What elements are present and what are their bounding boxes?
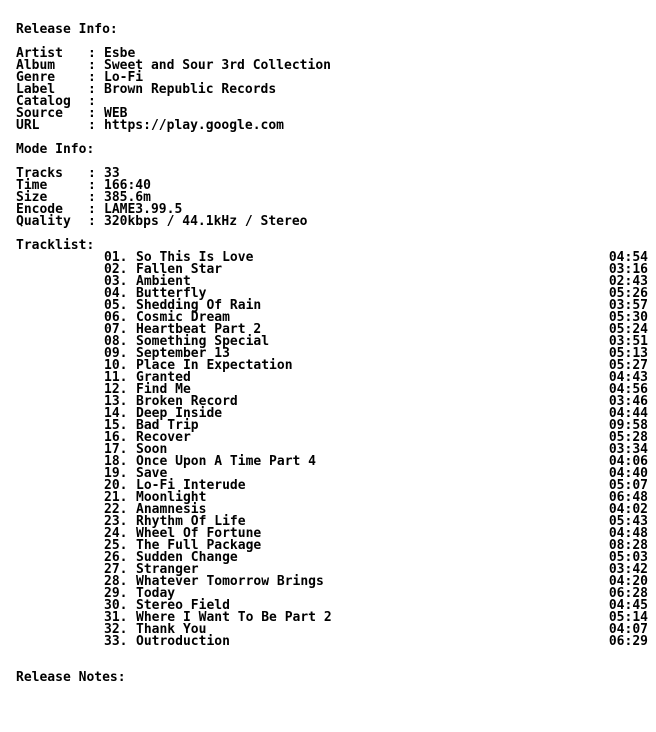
field-separator: : bbox=[88, 94, 96, 109]
track-title: Butterfly bbox=[136, 286, 207, 301]
track-number: 16. bbox=[104, 430, 128, 445]
track-number: 31. bbox=[104, 610, 128, 625]
track-title: Whatever Tomorrow Brings bbox=[136, 574, 324, 589]
field-quality bbox=[16, 216, 648, 228]
track-duration: 05:28 bbox=[608, 430, 648, 445]
track-number: 17. bbox=[104, 442, 128, 457]
track-number: 29. bbox=[104, 586, 128, 601]
field-key: Genre bbox=[16, 70, 56, 85]
field-value: https://play.google.com bbox=[104, 118, 285, 133]
track-number: 14. bbox=[104, 406, 128, 421]
track-duration: 05:07 bbox=[608, 478, 648, 493]
field-value: Esbe bbox=[104, 46, 136, 61]
track-duration: 04:56 bbox=[608, 382, 648, 397]
track-number: 21. bbox=[104, 490, 128, 505]
track-duration: 03:51 bbox=[608, 334, 648, 349]
track-title: Once Upon A Time Part 4 bbox=[136, 454, 317, 469]
release-notes-heading: Release Notes: bbox=[16, 670, 126, 685]
track-duration: 06:28 bbox=[608, 586, 648, 601]
field-value bbox=[104, 96, 648, 108]
field-separator: : bbox=[88, 82, 96, 97]
mode-info-section bbox=[16, 168, 648, 228]
track-number: 33. bbox=[104, 634, 128, 649]
release-info-heading: Release Info: bbox=[16, 22, 118, 37]
tracklist-heading: Tracklist: bbox=[16, 238, 95, 253]
track-duration: 06:29 bbox=[608, 634, 648, 649]
track-number: 23. bbox=[104, 514, 128, 529]
field-key: Time bbox=[16, 178, 48, 193]
track-number: 11. bbox=[104, 370, 128, 385]
track-duration: 04:20 bbox=[608, 574, 648, 589]
track-duration: 03:42 bbox=[608, 562, 648, 577]
track-duration: 04:48 bbox=[608, 526, 648, 541]
track-title: Heartbeat Part 2 bbox=[136, 322, 262, 337]
field-key: Tracks bbox=[16, 166, 63, 181]
track-title: Stereo Field bbox=[136, 598, 230, 613]
track-duration: 04:06 bbox=[608, 454, 648, 469]
track-number: 20. bbox=[104, 478, 128, 493]
track-number: 08. bbox=[104, 334, 128, 349]
track-title: Save bbox=[136, 466, 168, 481]
field-value: LAME3.99.5 bbox=[104, 202, 183, 217]
track-number: 10. bbox=[104, 358, 128, 373]
field-key: Quality bbox=[16, 214, 71, 229]
track-title: Fallen Star bbox=[136, 262, 223, 277]
track-number: 22. bbox=[104, 502, 128, 517]
track-number: 32. bbox=[104, 622, 128, 637]
field-key: Label bbox=[16, 82, 56, 97]
track-number: 27. bbox=[104, 562, 128, 577]
track-number: 02. bbox=[104, 262, 128, 277]
field-separator: : bbox=[88, 190, 96, 205]
field-key: Album bbox=[16, 58, 56, 73]
track-title: Lo-Fi Interude bbox=[136, 478, 246, 493]
field-key: Catalog bbox=[16, 94, 71, 109]
track-number: 07. bbox=[104, 322, 128, 337]
field-separator: : bbox=[88, 46, 96, 61]
track-duration: 03:16 bbox=[608, 262, 648, 277]
field-separator: : bbox=[88, 106, 96, 121]
track-title: Rhythm Of Life bbox=[136, 514, 246, 529]
track-title: Thank You bbox=[136, 622, 207, 637]
track-duration: 05:27 bbox=[608, 358, 648, 373]
field-separator: : bbox=[88, 58, 96, 73]
track-duration: 05:14 bbox=[608, 610, 648, 625]
field-value: 166:40 bbox=[104, 178, 151, 193]
field-label bbox=[16, 84, 648, 96]
field-separator: : bbox=[88, 214, 96, 229]
track-title: Granted bbox=[136, 370, 191, 385]
track-duration: 04:02 bbox=[608, 502, 648, 517]
track-title: Bad Trip bbox=[136, 418, 199, 433]
track-number: 01. bbox=[104, 250, 128, 265]
field-value: Lo-Fi bbox=[104, 70, 144, 85]
field-separator: : bbox=[88, 70, 96, 85]
field-separator: : bbox=[88, 118, 96, 133]
track-title: Recover bbox=[136, 430, 191, 445]
track-title: Wheel Of Fortune bbox=[136, 526, 262, 541]
track-number: 15. bbox=[104, 418, 128, 433]
track-number: 13. bbox=[104, 394, 128, 409]
field-value: Brown Republic Records bbox=[104, 82, 277, 97]
track-title: Moonlight bbox=[136, 490, 207, 505]
track-title: Something Special bbox=[136, 334, 270, 349]
release-info-section bbox=[16, 48, 648, 132]
field-value: 385.6m bbox=[104, 190, 151, 205]
track-row bbox=[16, 636, 648, 648]
track-number: 18. bbox=[104, 454, 128, 469]
track-title: Find Me bbox=[136, 382, 191, 397]
track-duration: 08:28 bbox=[608, 538, 648, 553]
track-number: 03. bbox=[104, 274, 128, 289]
track-title: Anamnesis bbox=[136, 502, 207, 517]
track-number: 25. bbox=[104, 538, 128, 553]
field-url bbox=[16, 120, 648, 132]
track-number: 04. bbox=[104, 286, 128, 301]
track-number: 30. bbox=[104, 598, 128, 613]
track-title: September 13 bbox=[136, 346, 230, 361]
track-duration: 05:26 bbox=[608, 286, 648, 301]
track-number: 12. bbox=[104, 382, 128, 397]
track-title: Cosmic Dream bbox=[136, 310, 230, 325]
track-duration: 03:46 bbox=[608, 394, 648, 409]
track-duration: 05:13 bbox=[608, 346, 648, 361]
field-separator: : bbox=[88, 166, 96, 181]
track-duration: 02:43 bbox=[608, 274, 648, 289]
track-duration: 04:07 bbox=[608, 622, 648, 637]
track-title: Place In Expectation bbox=[136, 358, 293, 373]
track-title: Outroduction bbox=[136, 634, 230, 649]
track-title: Shedding Of Rain bbox=[136, 298, 262, 313]
track-duration: 03:57 bbox=[608, 298, 648, 313]
field-value: 33 bbox=[104, 166, 120, 181]
track-number: 24. bbox=[104, 526, 128, 541]
track-title: Deep Inside bbox=[136, 406, 223, 421]
track-title: Ambient bbox=[136, 274, 191, 289]
track-title: Soon bbox=[136, 442, 168, 457]
track-duration: 05:03 bbox=[608, 550, 648, 565]
track-title: So This Is Love bbox=[136, 250, 254, 265]
mode-info-heading: Mode Info: bbox=[16, 142, 95, 157]
track-title: Today bbox=[136, 586, 176, 601]
track-duration: 05:24 bbox=[608, 322, 648, 337]
track-duration: 04:54 bbox=[608, 250, 648, 265]
track-title: Sudden Change bbox=[136, 550, 238, 565]
field-key: Source bbox=[16, 106, 63, 121]
track-duration: 05:30 bbox=[608, 310, 648, 325]
track-number: 09. bbox=[104, 346, 128, 361]
track-duration: 05:43 bbox=[608, 514, 648, 529]
tracklist bbox=[16, 252, 648, 648]
track-title: Broken Record bbox=[136, 394, 238, 409]
field-key: Encode bbox=[16, 202, 63, 217]
track-title: Stranger bbox=[136, 562, 199, 577]
track-title: The Full Package bbox=[136, 538, 262, 553]
field-key: Artist bbox=[16, 46, 63, 61]
track-title: Where I Want To Be Part 2 bbox=[136, 610, 332, 625]
track-number: 06. bbox=[104, 310, 128, 325]
track-duration: 04:45 bbox=[608, 598, 648, 613]
field-key: URL bbox=[16, 118, 40, 133]
field-key: Size bbox=[16, 190, 48, 205]
track-duration: 04:40 bbox=[608, 466, 648, 481]
field-value: Sweet and Sour 3rd Collection bbox=[104, 58, 331, 73]
track-number: 19. bbox=[104, 466, 128, 481]
field-separator: : bbox=[88, 178, 96, 193]
field-value: WEB bbox=[104, 106, 128, 121]
field-value: 320kbps / 44.1kHz / Stereo bbox=[104, 214, 308, 229]
track-duration: 04:43 bbox=[608, 370, 648, 385]
track-number: 28. bbox=[104, 574, 128, 589]
track-number: 26. bbox=[104, 550, 128, 565]
track-duration: 06:48 bbox=[608, 490, 648, 505]
field-separator: : bbox=[88, 202, 96, 217]
track-duration: 04:44 bbox=[608, 406, 648, 421]
track-duration: 09:58 bbox=[608, 418, 648, 433]
track-duration: 03:34 bbox=[608, 442, 648, 457]
release-document bbox=[16, 24, 648, 684]
track-number: 05. bbox=[104, 298, 128, 313]
